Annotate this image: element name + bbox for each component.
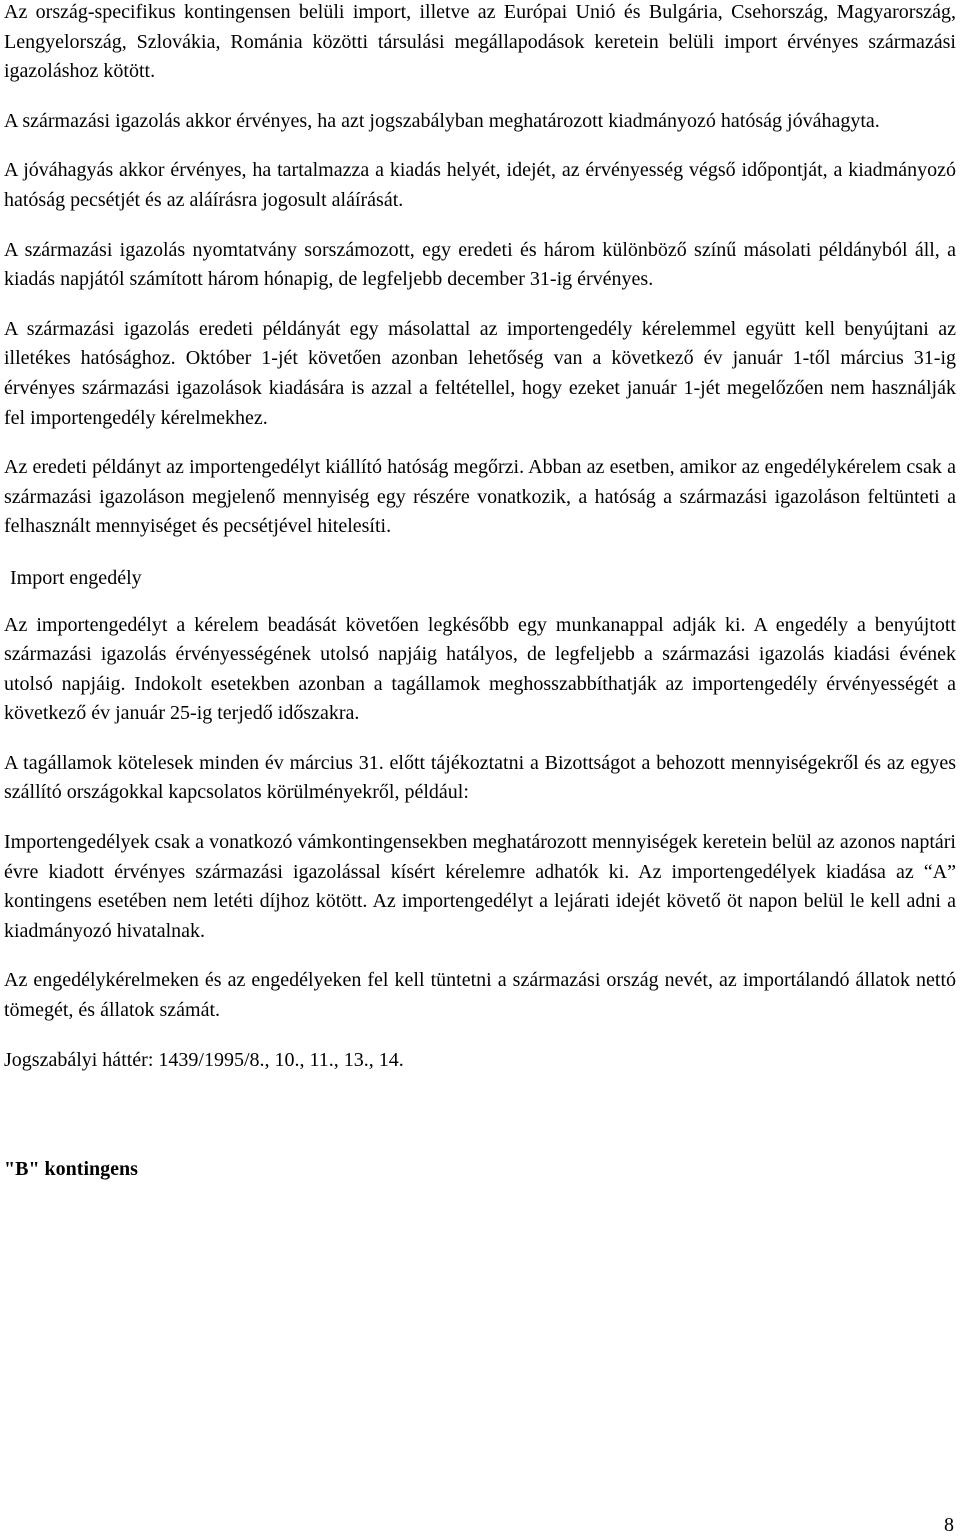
- paragraph-application-contents: Az engedélykérelmeken és az engedélyeken fel kell tüntetni a származási ország nevét, az importálandó állatok nettó tömegét, és állatok számát.: [4, 969, 956, 1022]
- paragraph-approval-validity: A jóváhagyás akkor érvényes, ha tartalmazza a kiadás helyét, idejét, az érvényesség végső időpontját, a kiadmányozó hatóság pecsétjét és az aláírásra jogosult aláírását.: [4, 159, 956, 211]
- heading-b-quota: "B" kontingens: [4, 1158, 138, 1181]
- paragraph-legal-background: Jogszabályi háttér: 1439/1995/8., 10., 11., 13., 14.: [4, 1048, 404, 1071]
- paragraph-license-issuance: Az importengedélyt a kérelem beadását követően legkésőbb egy munkanappal adják ki. A engedély a benyújtott származási igazolás érvényességének utolsó napjáig hatályos, de legfeljebb a származási igazolás kiadási évének utolsó napjáig. Indokolt esetekben azonban a tagállamok meghosszabbíthatják az importengedély érvényességét a következő év január 25-ig terjedő időszakra.: [4, 613, 956, 725]
- document-page: [4, 0, 956, 1185]
- paragraph-form-description: A származási igazolás nyomtatvány sorszámozott, egy eredeti és három különböző színű másolati példányból áll, a kiadás napjától számított három hónapig, de legfeljebb december 31-ig érvényes.: [4, 238, 956, 291]
- paragraph-certificate-validity: A származási igazolás akkor érvényes, ha azt jogszabályban meghatározott kiadmányozó hatóság jóváhagyta.: [4, 109, 880, 132]
- paragraph-original-copy: Az eredeti példányt az importengedélyt kiállító hatóság megőrzi. Abban az esetben, amikor az engedélykérelem csak a származási igazoláson megjelenő mennyiség egy részére vonatkozik, a hatóság a származási igazoláson feltünteti a felhasznált mennyiséget és pecsétjével hitelesíti.: [4, 456, 956, 538]
- paragraph-import-conditions: Az ország-specifikus kontingensen belüli import, illetve az Európai Unió és Bulgária, Csehország, Magyarország, Lengyelország, Szlovákia, Románia közötti társulási megállapodások keretein belüli import érvényes származási igazoláshoz kötött.: [4, 1, 956, 83]
- paragraph-license-quota: Importengedélyek csak a vonatkozó vámkontingensekben meghatározott mennyiségek keretein belül az azonos naptári évre kiadott érvényes származási igazolással kísért kérelemre adhatók ki. Az importengedélyek kiadása az “A” kontingens esetében nem letéti díjhoz kötött. Az importengedélyt a lejárati idejét követő öt napon belül le kell adni a kiadmányozó hivatalnak.: [4, 831, 956, 942]
- paragraph-submission: A származási igazolás eredeti példányát egy másolattal az importengedély kérelemmel együtt kell benyújtani az illetékes hatósághoz. Október 1-jét követően azonban lehetőség van a következő év január 1-től március 31-ig érvényes származási igazolások kiadására is azzal a feltétellel, hogy ezeket január 1-jét megelőzően nem használják fel importengedély kérelmekhez.: [4, 317, 956, 429]
- page-number: 8: [944, 1514, 954, 1536]
- paragraph-member-states-report: A tagállamok kötelesek minden év március 31. előtt tájékoztatni a Bizottságot a behozott mennyiségekről és az egyes szállító országokkal kapcsolatos körülményekről, például:: [4, 751, 956, 804]
- heading-import-license: Import engedély: [10, 566, 142, 589]
